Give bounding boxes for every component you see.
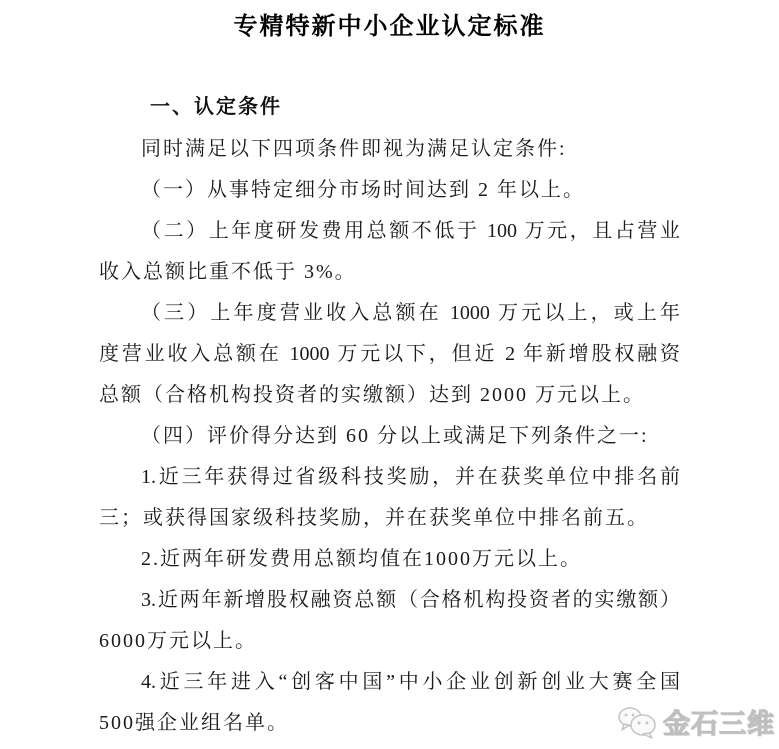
text-line: （三）上年度营业收入总额在 1000 万元以上，或上年 bbox=[141, 302, 680, 324]
text-line: （二）上年度研发费用总额不低于 100 万元，且占营业 bbox=[141, 220, 680, 242]
text-line: 总额（合格机构投资者的实缴额）达到 2000 万元以上。 bbox=[99, 384, 645, 406]
text-line: 同时满足以下四项条件即视为满足认定条件: bbox=[141, 138, 567, 160]
watermark bbox=[617, 702, 775, 741]
text-line: 6000万元以上。 bbox=[99, 630, 257, 652]
text-line: （四）评价得分达到 60 分以上或满足下列条件之一: bbox=[141, 425, 649, 447]
text-line: （一）从事特定细分市场时间达到 2 年以上。 bbox=[141, 179, 585, 201]
text-line: 500强企业组名单。 bbox=[99, 712, 289, 734]
watermark-label: 金石三维 bbox=[663, 709, 775, 739]
chat-bubbles-icon bbox=[617, 705, 657, 739]
page-title: 专精特新中小企业认定标准 bbox=[233, 14, 546, 40]
text-line: 4.近三年进入“创客中国”中小企业创新创业大赛全国 bbox=[141, 671, 680, 693]
text-line: 3.近两年新增股权融资总额（合格机构投资者的实缴额） bbox=[141, 589, 680, 611]
text-line: 收入总额比重不低于 3%。 bbox=[99, 261, 357, 283]
text-line: 2.近两年研发费用总额均值在1000万元以上。 bbox=[141, 548, 582, 570]
text-line: 度营业收入总额在 1000 万元以下，但近 2 年新增股权融资 bbox=[99, 343, 680, 365]
text-line: 1.近三年获得过省级科技奖励，并在获奖单位中排名前 bbox=[141, 466, 680, 488]
document-body bbox=[99, 134, 680, 749]
text-line: 三；或获得国家级科技奖励，并在获奖单位中排名前五。 bbox=[99, 507, 649, 529]
section-heading: 一、认定条件 bbox=[150, 96, 282, 118]
